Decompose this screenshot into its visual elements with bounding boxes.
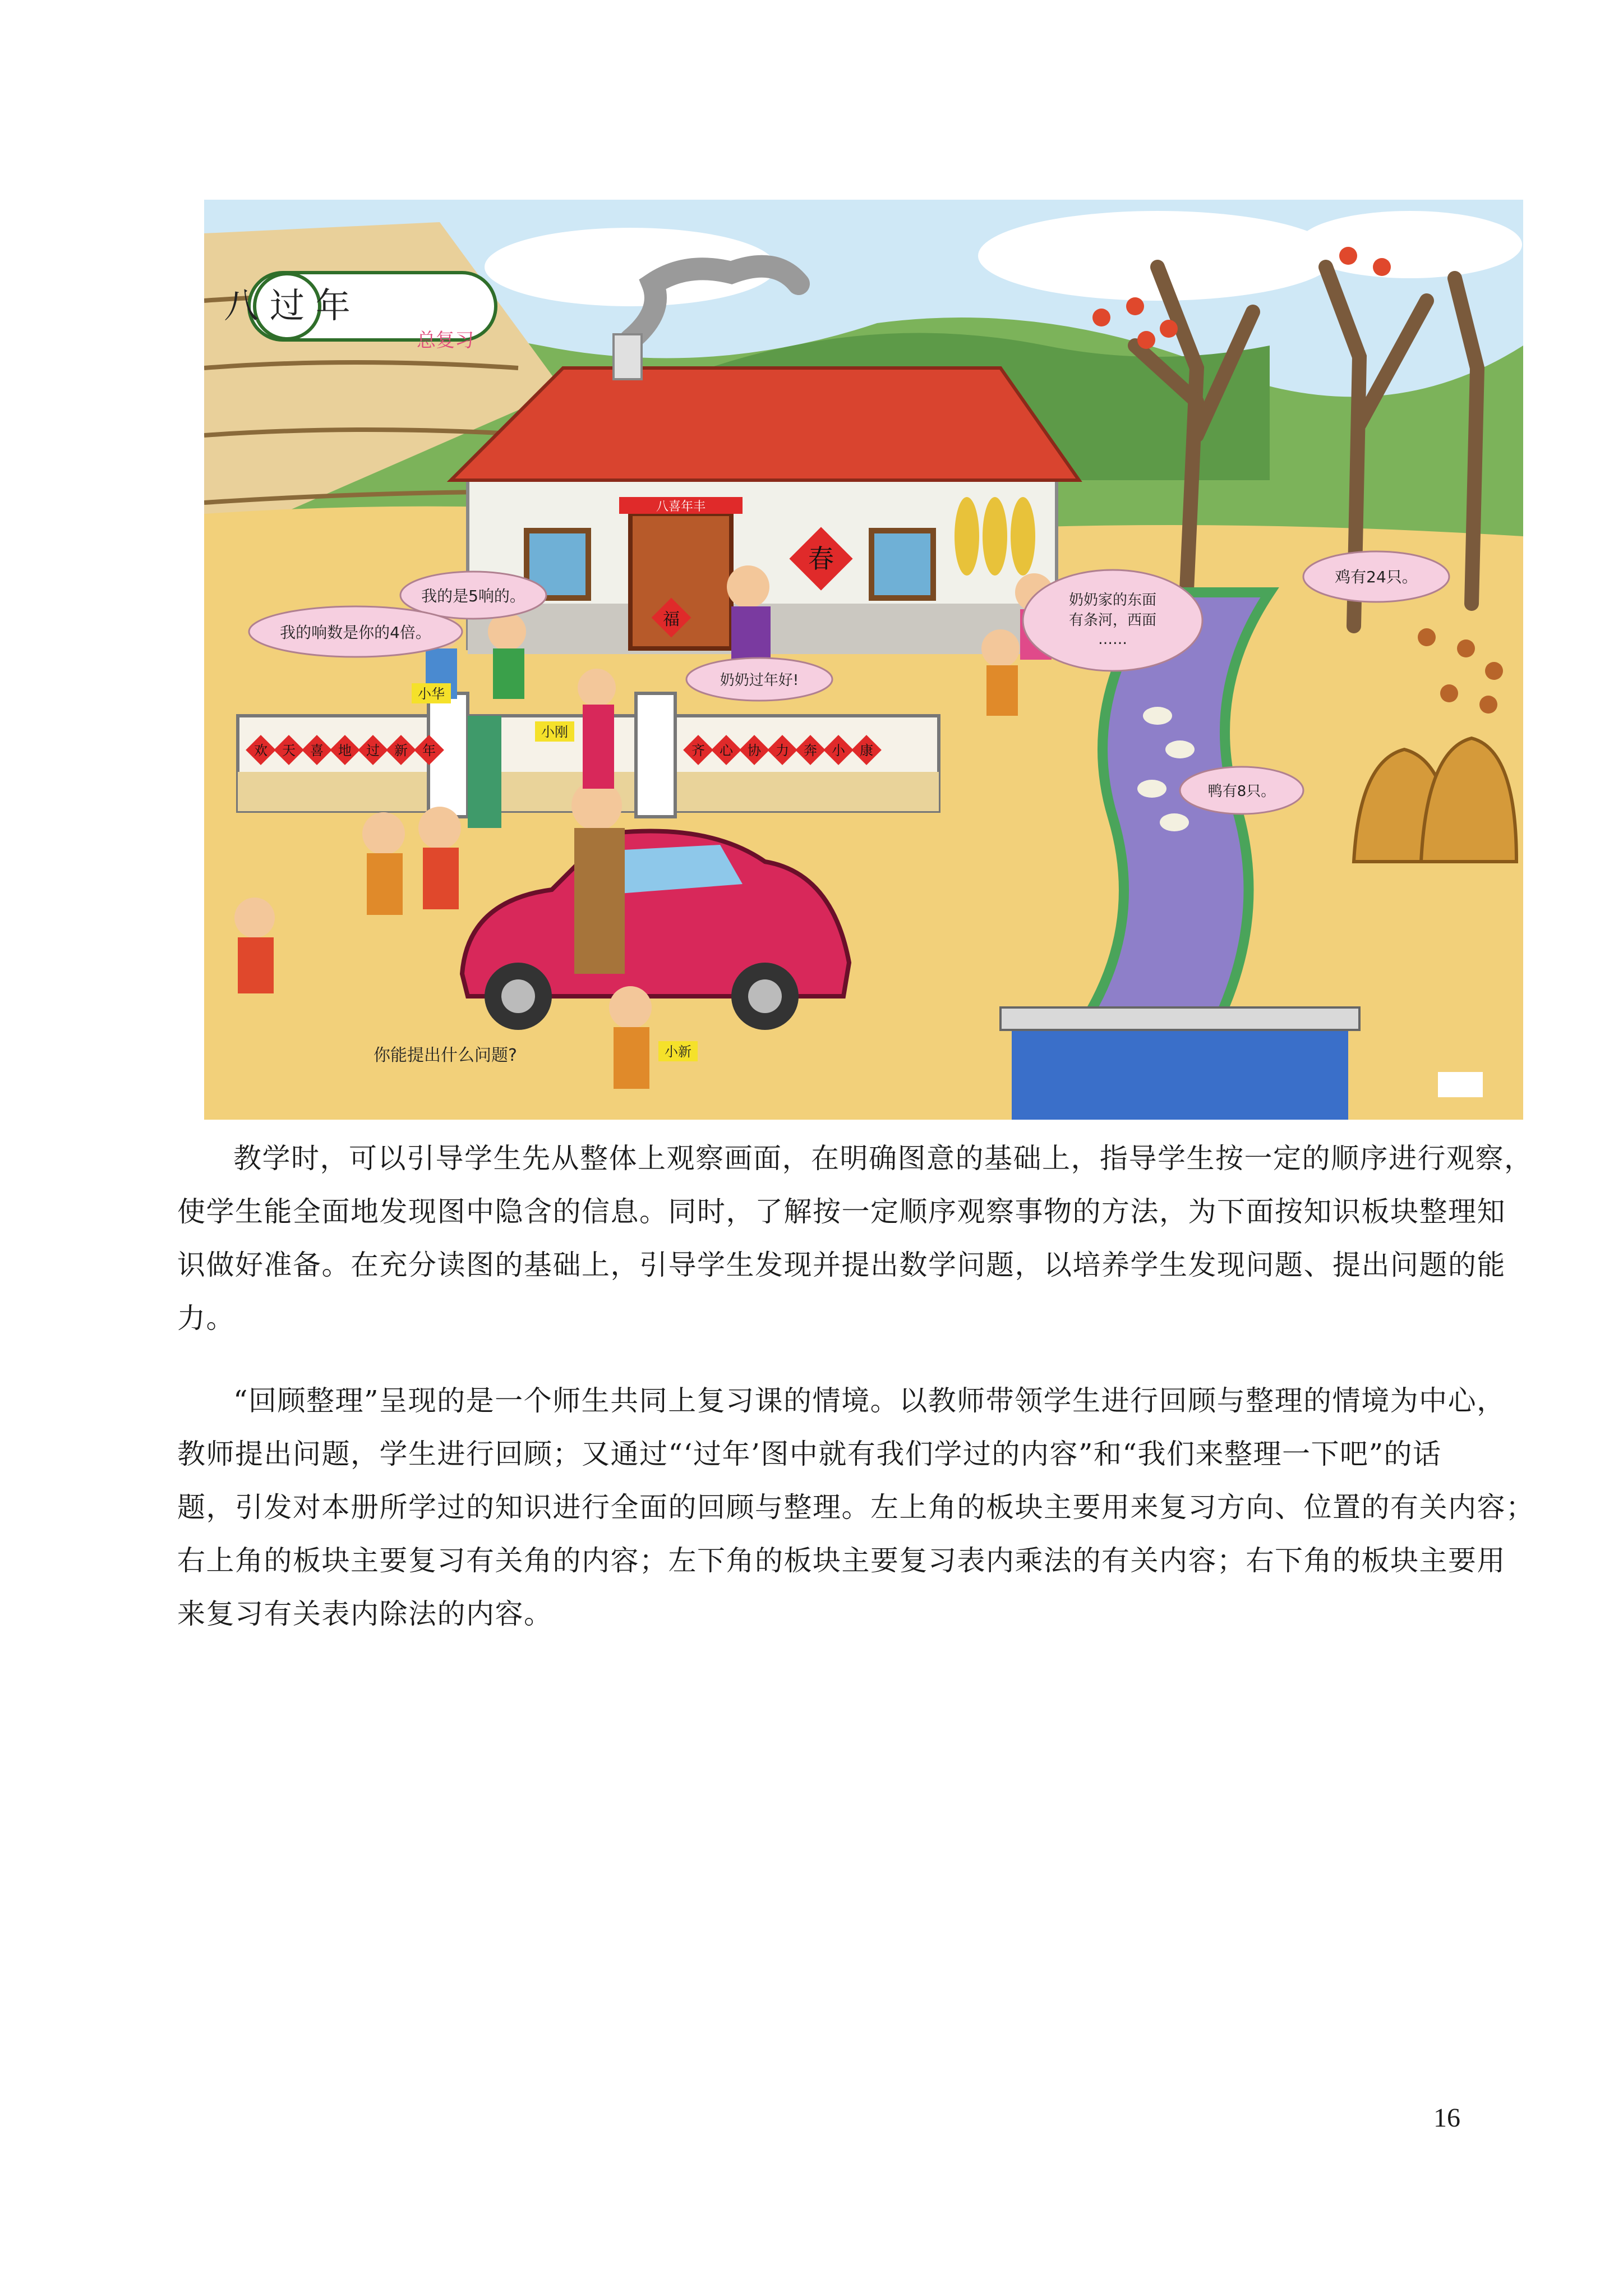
svg-text:有条河，西面: 有条河，西面 <box>1068 612 1157 629</box>
bubble-grandma-river <box>1023 570 1202 671</box>
roof <box>451 368 1079 480</box>
paragraph-1-line: 使学生能全面地发现图中隐含的信息。同时，了解按一定顺序观察事物的方法，为下面按知识板块整理知 <box>177 1195 1506 1228</box>
title-text: 八 过 年 <box>224 285 351 326</box>
svg-text:新: 新 <box>394 743 408 758</box>
name-tag-xiaohua <box>412 683 451 703</box>
svg-text:鸭有8只。: 鸭有8只。 <box>1207 783 1276 800</box>
svg-text:欢: 欢 <box>254 743 268 758</box>
svg-text:康: 康 <box>860 743 873 758</box>
svg-text:喜: 喜 <box>310 743 324 758</box>
bubble-four-times <box>249 606 462 657</box>
front-door <box>630 514 731 648</box>
bubble-grandma-greeting <box>686 658 832 701</box>
name-tag-xiaoxin <box>658 1041 698 1061</box>
svg-text:……: …… <box>1098 631 1127 648</box>
svg-text:过: 过 <box>366 743 380 758</box>
paragraph-2-line: “回顾整理”呈现的是一个师生共同上复习课的情境。以教师带领学生进行回顾与整理的情境为中心， <box>233 1384 1506 1417</box>
paragraph-1-line: 教学时，可以引导学生先从整体上观察画面，在明确图意的基础上，指导学生按一定的顺序进行观察， <box>233 1142 1533 1175</box>
svg-text:齐: 齐 <box>691 743 705 758</box>
svg-text:奶奶家的东面: 奶奶家的东面 <box>1068 592 1157 609</box>
page-number: 16 <box>1433 2103 1460 2133</box>
svg-text:小: 小 <box>832 743 845 758</box>
svg-text:奶奶过年好!: 奶奶过年好! <box>720 672 799 689</box>
svg-text:奔: 奔 <box>804 743 817 758</box>
cloud <box>978 211 1337 301</box>
bubble-chickens <box>1303 551 1449 602</box>
gate-post <box>636 693 675 817</box>
svg-text:心: 心 <box>720 743 733 758</box>
paragraph-2 <box>177 1374 1535 1641</box>
paragraph-2-line: 右上角的板块主要复习有关角的内容；左下角的板块主要复习表内乘法的有关内容；右下角的板块主要用 <box>177 1544 1506 1577</box>
paragraph-2-line: 教师提出问题，学生进行回顾；又通过“‘过年’图中就有我们学过的内容”和“我们来整理一下吧”的话 <box>177 1438 1442 1470</box>
name-tag-xiaogang <box>535 721 574 742</box>
bubble-ducks <box>1180 767 1303 814</box>
illustration-new-year <box>204 200 1523 1120</box>
svg-text:小华: 小华 <box>418 686 445 702</box>
svg-text:我的是5响的。: 我的是5响的。 <box>421 587 525 605</box>
corner-label-blank <box>1438 1072 1483 1097</box>
paragraph-1-line: 力。 <box>177 1302 235 1335</box>
paragraph-2-line: 题，引发对本册所学过的知识进行全面的回顾与整理。左上角的板块主要用来复习方向、位置的有关内容； <box>177 1491 1535 1524</box>
subtitle-text: 总复习 <box>417 329 474 352</box>
door-banner-text: 八喜年丰 <box>656 500 706 514</box>
svg-text:年: 年 <box>422 743 436 758</box>
chimney <box>614 334 642 379</box>
svg-text:协: 协 <box>748 743 761 758</box>
paragraph-1 <box>177 1132 1533 1345</box>
svg-text:天: 天 <box>282 743 296 758</box>
paragraph-1-line: 识做好准备。在充分读图的基础上，引导学生发现并提出数学问题，以培养学生发现问题、提出问题的能 <box>177 1249 1506 1281</box>
svg-text:小刚: 小刚 <box>541 724 568 740</box>
prompt-question: 你能提出什么问题? <box>374 1046 517 1065</box>
svg-text:我的响数是你的4倍。: 我的响数是你的4倍。 <box>280 623 431 642</box>
bridge <box>1000 1007 1359 1120</box>
svg-text:地: 地 <box>338 743 352 758</box>
corn <box>955 497 1035 576</box>
svg-text:鸡有24只。: 鸡有24只。 <box>1335 568 1418 586</box>
svg-text:小新: 小新 <box>665 1044 691 1060</box>
svg-text:力: 力 <box>776 743 789 758</box>
paragraph-2-line: 来复习有关表内除法的内容。 <box>177 1598 553 1630</box>
fortune-sign-text: 福 <box>663 610 680 629</box>
gate-door <box>468 716 501 828</box>
window <box>872 531 933 598</box>
spring-sign-text: 春 <box>808 544 834 574</box>
